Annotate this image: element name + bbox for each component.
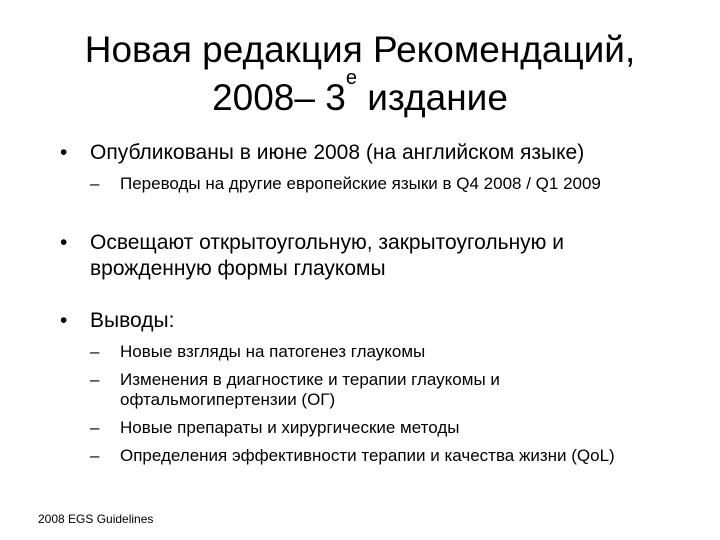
sub-marker: – (90, 370, 100, 389)
sub-item (90, 174, 670, 194)
bullet-marker: • (60, 309, 68, 332)
sub-item (90, 342, 670, 362)
sub-marker: – (90, 342, 100, 361)
sub-item (90, 446, 670, 466)
bullet-item (60, 230, 670, 282)
sub-marker: – (90, 174, 100, 193)
sub-item (90, 370, 670, 410)
sub-marker: – (90, 446, 100, 465)
sub-list (90, 174, 670, 194)
slide-title (30, 26, 690, 122)
bullet-text: Освещают открытоугольную, закрытоугольную и врожденную формы глаукомы (90, 231, 564, 280)
sub-list (90, 342, 670, 466)
bullet-item (60, 140, 670, 166)
bullet-marker: • (60, 141, 68, 164)
title-line-2 (30, 67, 690, 122)
title-line-1: Новая редакция Рекомендаций, (84, 29, 636, 70)
sub-item (90, 418, 670, 438)
bullet-marker: • (60, 231, 68, 254)
sub-text: Изменения в диагностике и терапии глаукомы и офтальмогипертензии (ОГ) (120, 370, 500, 409)
title-superscript: е (345, 67, 357, 89)
bullet-list (60, 140, 670, 474)
bullet-text: Выводы: (90, 309, 175, 332)
sub-text: Новые взгляды на патогенез глаукомы (120, 342, 426, 361)
title-line-2-start: 2008– 3 (212, 77, 346, 118)
sub-marker: – (90, 418, 100, 437)
sub-text: Новые препараты и хирургические методы (120, 418, 460, 437)
sub-text: Переводы на другие европейские языки в Q4 2008 / Q1 2009 (120, 174, 601, 193)
title-line-2-end: издание (356, 77, 508, 118)
bullet-item (60, 308, 670, 334)
bullet-text: Опубликованы в июне 2008 (на английском языке) (90, 141, 585, 164)
footer-text: 2008 EGS Guidelines (38, 512, 154, 526)
sub-text: Определения эффективности терапии и качества жизни (QoL) (120, 446, 615, 465)
